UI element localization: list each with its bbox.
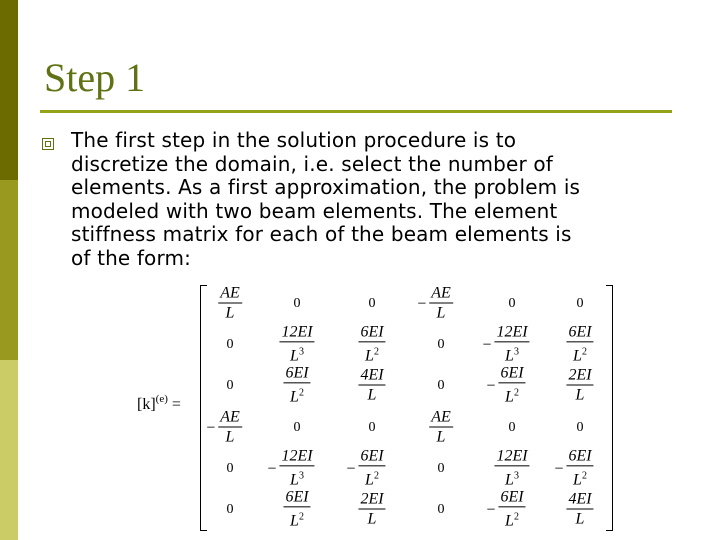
matrix-cell: 0 (508, 420, 516, 435)
denominator: $L^3$ (279, 465, 314, 490)
denominator: L (218, 303, 242, 324)
title-underline (40, 110, 672, 113)
matrix-cell: 0 (226, 337, 234, 352)
matrix-cell (566, 323, 593, 366)
matrix-cell: 0 (226, 378, 234, 393)
numerator: AE (220, 408, 240, 426)
numerator: 6EI (500, 364, 524, 382)
denominator: $L^2$ (358, 341, 385, 366)
numerator: 6EI (500, 488, 524, 506)
sidebar-segment-top (0, 0, 18, 180)
matrix-cell (566, 491, 593, 530)
paragraph-line: modeled with two beam elements. The element (71, 198, 558, 223)
minus-sign: − (554, 459, 564, 477)
matrix-cell (554, 447, 593, 490)
matrix-cell: 0 (368, 420, 376, 435)
numerator: 12EI (496, 323, 528, 341)
numerator: 6EI (568, 447, 592, 465)
matrix-cell (358, 491, 385, 530)
denominator: $L^2$ (566, 341, 593, 366)
matrix-cell (218, 285, 242, 324)
sidebar-segment-middle (0, 180, 18, 360)
matrix-cell: 0 (437, 378, 445, 393)
paragraph-line: stiffness matrix for each of the beam elements is (71, 222, 572, 246)
denominator: $L^2$ (283, 382, 310, 407)
minus-sign: − (482, 335, 492, 353)
denominator: $L^3$ (494, 341, 529, 366)
numerator: 4EI (568, 490, 592, 508)
matrix-superscript: (e) (155, 393, 168, 405)
denominator: L (566, 385, 593, 406)
matrix-cell (417, 284, 453, 324)
paragraph-line: elements. As a first approximation, the problem is (71, 175, 581, 199)
minus-sign: − (267, 459, 277, 477)
matrix-cell (486, 488, 525, 531)
numerator: AE (220, 284, 240, 302)
matrix-cell (358, 367, 385, 406)
matrix-cell: 0 (576, 296, 584, 311)
matrix-cell: 0 (293, 296, 301, 311)
matrix-cell: 0 (508, 296, 516, 311)
matrix-cell (346, 447, 385, 490)
matrix-cell: 0 (576, 420, 584, 435)
matrix-symbol: [k] (137, 396, 156, 413)
minus-sign: − (417, 295, 427, 312)
minus-sign: − (486, 376, 496, 394)
denominator: $L^2$ (498, 382, 525, 407)
sidebar-stripe (0, 0, 18, 540)
matrix-cell (358, 323, 385, 366)
denominator: $L^2$ (358, 465, 385, 490)
matrix-cell (279, 323, 314, 366)
denominator: $L^2$ (498, 506, 525, 531)
paragraph-line: of the form: (71, 245, 191, 270)
matrix-cell: 0 (437, 337, 445, 352)
paragraph-line: discretize the domain, i.e. select the number of (71, 151, 553, 176)
numerator: 2EI (568, 366, 592, 384)
numerator: 2EI (360, 490, 384, 508)
numerator: 12EI (281, 447, 313, 465)
matrix-left-bracket (200, 285, 207, 531)
numerator: 4EI (360, 366, 384, 384)
denominator: L (358, 385, 385, 406)
numerator: 6EI (360, 323, 384, 341)
matrix-right-bracket (606, 285, 613, 531)
matrix-cell: 0 (437, 461, 445, 476)
matrix-cell (206, 408, 242, 448)
minus-sign: − (486, 500, 496, 518)
denominator: L (429, 303, 453, 324)
denominator: L (358, 509, 385, 530)
numerator: 12EI (496, 447, 528, 465)
slide-title: Step 1 (44, 55, 146, 100)
bullet-square-icon (42, 138, 54, 150)
bullet-paragraph (71, 129, 691, 270)
matrix-cell (482, 323, 529, 366)
matrix-cell (566, 367, 593, 406)
paragraph-line: The first step in the solution procedure is to (71, 128, 517, 152)
minus-sign: − (346, 459, 356, 477)
denominator: L (566, 509, 593, 530)
numerator: AE (431, 408, 451, 426)
denominator: $L^2$ (566, 465, 593, 490)
denominator: L (429, 427, 453, 448)
minus-sign: − (206, 419, 216, 436)
matrix-cell: 0 (368, 296, 376, 311)
matrix-cell (494, 447, 529, 490)
numerator: 6EI (360, 447, 384, 465)
matrix-cell: 0 (226, 502, 234, 517)
matrix-cell (429, 409, 453, 448)
denominator: $L^3$ (279, 341, 314, 366)
sidebar-segment-bottom (0, 360, 18, 540)
numerator: AE (431, 284, 451, 302)
matrix-cell (486, 364, 525, 407)
matrix-cell (283, 488, 310, 531)
stiffness-matrix-label: $[k]^{(e)}$ = (137, 393, 181, 413)
denominator: L (218, 427, 242, 448)
numerator: 6EI (285, 364, 309, 382)
matrix-cell (267, 447, 314, 490)
numerator: 6EI (285, 488, 309, 506)
matrix-cell (283, 364, 310, 407)
denominator: $L^3$ (494, 465, 529, 490)
matrix-cell: 0 (437, 502, 445, 517)
denominator: $L^2$ (283, 506, 310, 531)
matrix-cell: 0 (226, 461, 234, 476)
matrix-cell: 0 (293, 420, 301, 435)
numerator: 6EI (568, 323, 592, 341)
numerator: 12EI (281, 323, 313, 341)
